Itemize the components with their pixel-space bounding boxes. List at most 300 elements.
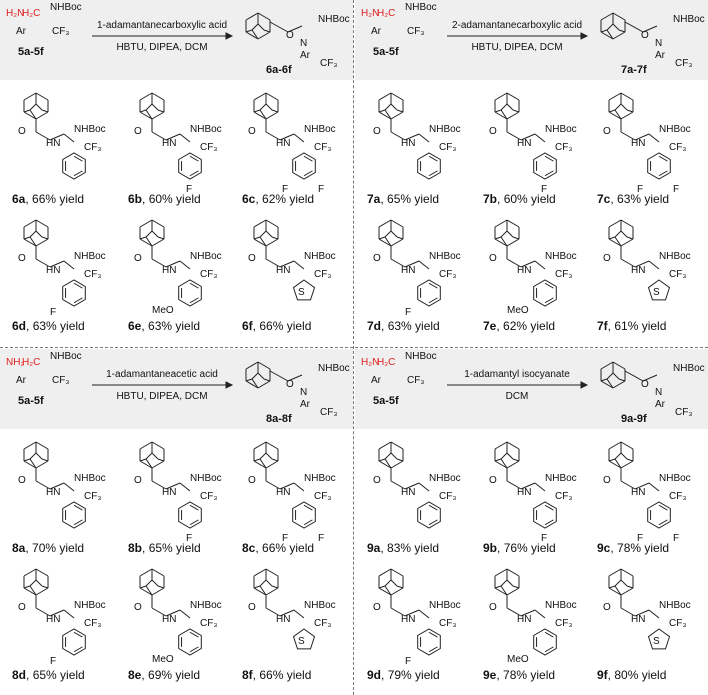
oxygen-label: O	[373, 253, 381, 264]
compound-structure	[128, 564, 238, 674]
nh-label: HN	[162, 614, 177, 625]
compound-caption	[128, 192, 201, 206]
nh-label: HN	[276, 265, 291, 276]
benzene-ring	[418, 280, 441, 306]
yield-value: 63% yield	[32, 319, 85, 333]
compound-caption	[367, 541, 439, 555]
adamantane-bond	[495, 237, 501, 239]
adamantane-bond	[258, 362, 270, 369]
adamantane-bond	[152, 239, 164, 246]
oxygen-label: O	[489, 253, 497, 264]
compound-caption	[242, 541, 314, 555]
compound-caption	[242, 319, 311, 333]
compound-structure	[12, 564, 122, 674]
adamantane-bond	[42, 110, 48, 112]
adamantane-bond	[140, 569, 152, 576]
benzene-ring	[63, 629, 86, 655]
adamantane-bond	[254, 93, 266, 100]
chain-bond	[535, 134, 545, 142]
yield-value: 66% yield	[259, 319, 312, 333]
adamantane-bond	[379, 237, 385, 239]
nhboc-label: NHBoc	[304, 124, 336, 135]
nhboc-label: NHBoc	[74, 600, 106, 611]
oxygen-label: O	[286, 379, 294, 390]
cf3-label: CF₃	[555, 491, 573, 502]
adamantane-bond	[601, 362, 613, 369]
adamantane-bond	[266, 442, 278, 449]
yield-value: 70% yield	[32, 541, 85, 555]
cf3-label: CF₃	[52, 375, 70, 386]
adamantane-bond	[254, 237, 260, 239]
adamantane-bond	[501, 231, 507, 237]
cf3-label: CF₃	[439, 491, 457, 502]
nhboc-label: NHBoc	[659, 251, 691, 262]
compound-caption	[483, 319, 555, 333]
adamantane-bond	[615, 104, 621, 110]
quadrant-9-series	[355, 349, 708, 695]
nh-label: HN	[631, 265, 646, 276]
adamantane-bond	[24, 459, 30, 461]
compound-caption	[367, 668, 440, 682]
adamantane-bond	[627, 586, 633, 588]
chain-bond	[419, 134, 429, 142]
chain-bond	[419, 610, 429, 618]
cf3-label: CF₃	[84, 618, 102, 629]
compound-caption	[483, 541, 556, 555]
conditions-label: DCM	[505, 391, 529, 402]
adamantane-bond	[24, 220, 36, 227]
oxygen-label: O	[248, 253, 256, 264]
start-compound-id: 5a-5f	[18, 395, 44, 407]
compound-card-9e	[483, 564, 593, 684]
reagent-label: 1-adamantaneacetic acid	[106, 369, 218, 380]
compound-card-6d	[12, 215, 122, 335]
adamantane-bond	[266, 569, 278, 576]
adamantane-bond	[609, 459, 615, 461]
conditions-label: HBTU, DIPEA, DCM	[471, 42, 563, 53]
adamantane-bond	[397, 586, 403, 588]
adamantane-bond	[266, 461, 278, 468]
adamantane-bond	[513, 459, 519, 461]
adamantane-bond	[379, 110, 385, 112]
adamantane-bond	[609, 442, 621, 449]
benzene-ring	[63, 280, 86, 306]
compound-caption	[12, 541, 84, 555]
adamantane-bond	[621, 580, 627, 586]
adamantane-bond	[152, 580, 158, 586]
adamantane-bond	[621, 569, 633, 576]
nitrogen-label: N	[300, 38, 308, 49]
adamantane-bond	[152, 569, 164, 576]
compound-structure	[367, 215, 477, 325]
adamantane-bond	[513, 237, 519, 239]
nh-label: HN	[162, 487, 177, 498]
adamantane-bond	[246, 13, 258, 20]
adamantane-bond	[391, 453, 397, 459]
nh-label: HN	[401, 487, 416, 498]
compound-structure	[367, 437, 477, 547]
adamantane-bond	[615, 453, 621, 459]
benzene-ring	[293, 502, 316, 528]
compound-structure	[597, 564, 707, 674]
adamantane-bond	[42, 237, 48, 239]
cf3-label: CF₃	[314, 142, 332, 153]
caption-separator: ,	[496, 319, 504, 333]
caption-separator: ,	[26, 319, 33, 333]
chain-bond	[649, 610, 659, 618]
adamantane-bond	[266, 239, 278, 246]
benzene-ring	[179, 280, 202, 306]
cf3-label: CF₃	[669, 269, 687, 280]
product-compound-id: 8a-8f	[266, 413, 292, 425]
compound-card-6f	[242, 215, 352, 335]
nh-label: HN	[517, 138, 532, 149]
yield-value: 83% yield	[387, 541, 440, 555]
cf3-label: CF₃	[314, 269, 332, 280]
adamantane-bond	[391, 220, 403, 227]
benzene-ring	[418, 629, 441, 655]
caption-separator: ,	[380, 541, 388, 555]
adamantane-bond	[379, 93, 391, 100]
adamantane-bond	[24, 93, 36, 100]
methoxy-label: MeO	[507, 654, 529, 665]
caption-separator: ,	[497, 541, 504, 555]
adamantane-bond	[140, 110, 146, 112]
compound-structure	[483, 437, 593, 547]
adamantane-bond	[501, 104, 507, 110]
caption-separator: ,	[610, 192, 618, 206]
benzene-ring	[534, 153, 557, 179]
adamantane-bond	[609, 569, 621, 576]
adamantane-bond	[379, 220, 391, 227]
cf3-label: CF₃	[407, 375, 425, 386]
compound-card-9c	[597, 437, 707, 557]
fluoro-label: F	[50, 656, 57, 667]
compound-structure	[597, 88, 707, 198]
yield-value: 78% yield	[503, 668, 556, 682]
oxygen-label: O	[18, 126, 26, 137]
chain-bond	[294, 134, 304, 142]
aryl-label: Ar	[300, 50, 310, 61]
compound-card-7c	[597, 88, 707, 208]
nh-label: HN	[46, 138, 61, 149]
adamantane-bond	[507, 461, 519, 468]
adamantane-bond	[140, 459, 146, 461]
nhboc-label: NHBoc	[74, 473, 106, 484]
methoxy-label: MeO	[507, 305, 529, 316]
fluoro-label: F	[541, 184, 548, 195]
start-compound-id: 5a-5f	[373, 46, 399, 58]
adamantane-bond	[507, 112, 519, 119]
adamantane-bond	[379, 459, 385, 461]
cf3-label: CF₃	[555, 618, 573, 629]
adamantane-bond	[391, 588, 403, 595]
adamantane-bond	[507, 239, 519, 246]
adamantane-bond	[152, 231, 158, 237]
caption-separator: ,	[381, 668, 388, 682]
adamantane-bond	[266, 220, 278, 227]
adamantane-bond	[158, 459, 164, 461]
cf3-label: CF₃	[669, 491, 687, 502]
oxygen-label: O	[489, 126, 497, 137]
compound-structure	[12, 88, 122, 198]
aryl-label: Ar	[300, 399, 310, 410]
compound-card-8b	[128, 437, 238, 557]
adamantane-bond	[621, 220, 633, 227]
adamantane-bond	[260, 453, 266, 459]
fluoro-label-2: F	[673, 533, 680, 544]
adamantane-bond	[495, 93, 507, 100]
fluoro-label: F	[405, 307, 412, 318]
adamantane-bond	[42, 459, 48, 461]
adamantane-bond	[391, 569, 403, 576]
caption-separator: ,	[141, 668, 149, 682]
adamantane-bond	[152, 442, 164, 449]
chain-bond	[419, 483, 429, 491]
adamantane-bond	[391, 580, 397, 586]
adamantane-bond	[254, 569, 266, 576]
adamantane-bond	[501, 580, 507, 586]
caption-separator: ,	[255, 192, 263, 206]
nhboc-label: NHBoc	[545, 600, 577, 611]
chain-bond	[294, 610, 304, 618]
adamantane-bond	[252, 24, 258, 30]
arrow-head	[226, 33, 232, 39]
cf3-label: CF₃	[84, 491, 102, 502]
adamantane-bond	[30, 580, 36, 586]
adamantane-bond	[254, 442, 266, 449]
cf3-label: CF₃	[320, 407, 338, 418]
adamantane-bond	[152, 453, 158, 459]
adamantane-bond	[254, 220, 266, 227]
cf3-label: CF₃	[314, 491, 332, 502]
nhboc-label: NHBoc	[429, 124, 461, 135]
compound-caption	[367, 319, 440, 333]
start-compound-id: 5a-5f	[373, 395, 399, 407]
compound-id: 7f	[597, 319, 608, 333]
chain-bond	[419, 261, 429, 269]
adamantane-bond	[391, 461, 403, 468]
benzene-ring	[418, 502, 441, 528]
yield-value: 65% yield	[148, 541, 201, 555]
arrow-head	[581, 33, 587, 39]
adamantane-bond	[152, 461, 164, 468]
adamantane-bond	[30, 231, 36, 237]
compound-caption	[597, 668, 666, 682]
adamantane-bond	[260, 104, 266, 110]
nh-label: HN	[631, 138, 646, 149]
benzene-ring	[63, 153, 86, 179]
nhboc-label: NHBoc	[673, 14, 705, 25]
fluoro-label: F	[186, 533, 193, 544]
adamantane-bond	[258, 24, 264, 30]
compound-caption	[12, 192, 84, 206]
adamantane-bond	[513, 110, 519, 112]
cf3-label: CF₃	[84, 142, 102, 153]
nhboc-label: NHBoc	[405, 2, 437, 13]
caption-separator: ,	[607, 668, 615, 682]
nh-label: HN	[401, 614, 416, 625]
chain-bond	[64, 261, 74, 269]
adamantane-bond	[495, 442, 507, 449]
methylene-label: H₂C	[377, 357, 396, 368]
compound-structure	[12, 215, 122, 325]
compound-structure	[128, 215, 238, 325]
product-compound-id: 7a-7f	[621, 64, 647, 76]
adamantane-bond	[140, 93, 152, 100]
compound-id: 7a	[367, 192, 381, 206]
fluoro-label-2: F	[318, 533, 325, 544]
compound-structure	[242, 437, 352, 547]
cf3-label: CF₃	[439, 142, 457, 153]
adamantane-bond	[397, 110, 403, 112]
nhboc-label: NHBoc	[429, 251, 461, 262]
compound-structure	[242, 564, 352, 674]
adamantane-bond	[260, 231, 266, 237]
yield-value: 66% yield	[262, 541, 315, 555]
adamantane-bond	[266, 580, 272, 586]
compound-structure	[483, 215, 593, 325]
yield-value: 60% yield	[503, 192, 556, 206]
nh-label: HN	[401, 138, 416, 149]
cf3-label: CF₃	[320, 58, 338, 69]
compound-structure	[483, 88, 593, 198]
adamantane-bond	[601, 13, 613, 20]
cf3-label: CF₃	[314, 618, 332, 629]
nhboc-label: NHBoc	[74, 251, 106, 262]
product-compound-id: 9a-9f	[621, 413, 647, 425]
adamantane-bond	[507, 93, 519, 100]
aryl-label: Ar	[655, 50, 665, 61]
adamantane-bond	[397, 237, 403, 239]
benzene-ring	[534, 280, 557, 306]
compound-id: 6c	[242, 192, 256, 206]
caption-separator: ,	[142, 192, 149, 206]
adamantane-bond	[391, 93, 403, 100]
benzene-ring	[293, 153, 316, 179]
caption-separator: ,	[496, 668, 504, 682]
amine-label: H₂N	[361, 8, 380, 19]
benzene-ring	[648, 502, 671, 528]
adamantane-bond	[627, 110, 633, 112]
compound-id: 9e	[483, 668, 497, 682]
sulfur-label: S	[653, 287, 660, 298]
adamantane-bond	[140, 586, 146, 588]
compound-caption	[597, 192, 669, 206]
compound-structure	[483, 564, 593, 674]
oxygen-label: O	[134, 126, 142, 137]
adamantane-bond	[36, 442, 48, 449]
compound-id: 7b	[483, 192, 498, 206]
cf3-label: CF₃	[200, 491, 218, 502]
adamantane-bond	[607, 24, 613, 30]
adamantane-bond	[36, 239, 48, 246]
benzene-ring	[179, 629, 202, 655]
reagent-label: 2-adamantanecarboxylic acid	[451, 20, 583, 31]
compound-structure	[242, 88, 352, 198]
compound-caption	[12, 319, 85, 333]
nhboc-label: NHBoc	[50, 351, 82, 362]
adamantane-bond	[507, 588, 519, 595]
yield-value: 79% yield	[387, 668, 440, 682]
fluoro-label-2: F	[318, 184, 325, 195]
compound-id: 8b	[128, 541, 143, 555]
adamantane-bond	[158, 586, 164, 588]
aryl-label: Ar	[655, 399, 665, 410]
fluoro-label: F	[186, 184, 193, 195]
chain-bond	[535, 610, 545, 618]
cf3-label: CF₃	[200, 142, 218, 153]
adamantane-bond	[36, 93, 48, 100]
compound-caption	[597, 541, 669, 555]
adamantane-bond	[24, 442, 36, 449]
adamantane-bond	[495, 110, 501, 112]
compound-caption	[128, 541, 201, 555]
cf3-label: CF₃	[52, 26, 70, 37]
quadrant-7-series	[355, 0, 708, 346]
methoxy-label: MeO	[152, 654, 174, 665]
caption-separator: ,	[26, 668, 33, 682]
nhboc-label: NHBoc	[545, 473, 577, 484]
compound-card-8e	[128, 564, 238, 684]
adamantane-bond	[397, 459, 403, 461]
adamantane-bond	[391, 112, 403, 119]
yield-value: 60% yield	[148, 192, 201, 206]
compound-card-6b	[128, 88, 238, 208]
adamantane-bond	[621, 588, 633, 595]
adamantane-bond	[627, 237, 633, 239]
adamantane-bond	[391, 442, 403, 449]
nhboc-label: NHBoc	[190, 473, 222, 484]
adamantane-bond	[24, 569, 36, 576]
product-compound-id: 6a-6f	[266, 64, 292, 76]
yield-value: 80% yield	[614, 668, 667, 682]
horizontal-divider	[0, 347, 708, 348]
compound-caption	[597, 319, 666, 333]
adamantane-bond	[146, 104, 152, 110]
oxygen-label: O	[134, 253, 142, 264]
adamantane-bond	[385, 580, 391, 586]
adamantane-bond	[495, 459, 501, 461]
fluoro-label: F	[282, 184, 289, 195]
compound-id: 9c	[597, 541, 611, 555]
adamantane-bond	[615, 231, 621, 237]
adamantane-bond	[507, 220, 519, 227]
oxygen-label: O	[286, 30, 294, 41]
adamantane-bond	[507, 453, 513, 459]
adamantane-bond	[254, 586, 260, 588]
nitrogen-label: N	[300, 387, 308, 398]
oxygen-label: O	[603, 126, 611, 137]
amine-label: NH₂	[6, 357, 25, 368]
adamantane-bond	[146, 231, 152, 237]
quadrant-8-series	[0, 349, 353, 695]
adamantane-bond	[140, 442, 152, 449]
nhboc-label: NHBoc	[304, 473, 336, 484]
oxygen-label: O	[18, 602, 26, 613]
aryl-label: Ar	[371, 26, 381, 37]
adamantane-bond	[260, 580, 266, 586]
nh-label: HN	[162, 265, 177, 276]
oxygen-label: O	[603, 475, 611, 486]
nhboc-label: NHBoc	[659, 124, 691, 135]
fluoro-label: F	[50, 307, 57, 318]
cf3-label: CF₃	[675, 407, 693, 418]
nh-label: HN	[276, 614, 291, 625]
compound-card-9f	[597, 564, 707, 684]
nhboc-label: NHBoc	[50, 2, 82, 13]
cf3-label: CF₃	[407, 26, 425, 37]
